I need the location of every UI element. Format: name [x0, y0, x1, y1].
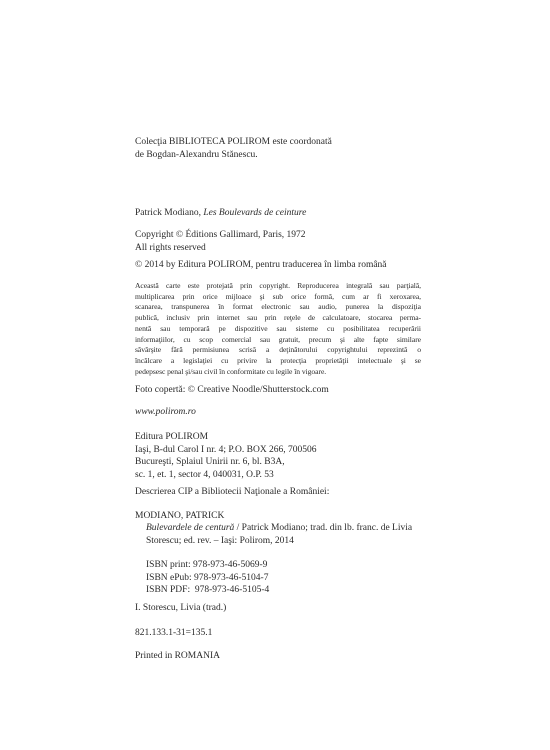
isbn-print: ISBN print: 978-973-46-5069-9: [146, 560, 268, 570]
original-book-title: Les Boulevards de ceinture: [203, 208, 307, 218]
rights-line: All rights reserved: [135, 242, 206, 253]
copyright-block: [135, 229, 425, 254]
isbn-epub: ISBN ePub: 978-973-46-5104-7: [146, 572, 269, 583]
legal-line: pedepsesc penal şi/sau civil în conformitate cu legile în vigoare.: [135, 366, 327, 376]
coordination-line: Colecţia BIBLIOTECA POLIROM este coordonată: [135, 137, 332, 147]
collection-coordination: [135, 136, 425, 161]
cip-classification: 821.133.1-31=135.1: [135, 628, 213, 638]
cip-heading: Descrierea CIP a Bibliotecii Naţionale a României:: [135, 487, 330, 497]
publisher-line: sc. 1, et. 1, sector 4, 040031, O.P. 53: [135, 469, 274, 480]
legal-line: publică, inclusiv prin internet sau prin reţele de calculatoare, stocarea perma-: [135, 313, 421, 323]
legal-line: săvârşite fără permisiunea scrisă a deţinătorului copyrightului reprezintă o: [135, 345, 421, 355]
cip-title: Bulevardele de centură: [146, 523, 235, 533]
isbn-list: [135, 559, 436, 597]
publisher-address: [135, 431, 425, 481]
photo-credit: Foto copertă: © Creative Noodle/Shutterstock.com: [135, 385, 329, 395]
translation-copyright: © 2014 by Editura POLIROM, pentru traducerea în limba română: [135, 260, 387, 270]
legal-line: Această carte este protejată prin copyright. Reproducerea integrală sau parţială,: [135, 281, 421, 290]
isbn-pdf: ISBN PDF: 978-973-46-5105-4: [146, 585, 270, 595]
legal-notice: [135, 281, 421, 377]
cip-translator: I. Storescu, Livia (trad.): [135, 603, 227, 613]
publisher-line: Bucureşti, Splaiul Unirii nr. 6, bl. B3A,: [135, 457, 285, 467]
legal-line: încălcare a legislaţiei cu privire la protecţia proprietăţii intelectuale şi se: [135, 355, 421, 365]
cip-details: / Patrick Modiano; trad. din lb. franc. de Livia Storescu; ed. rev. – Iaşi: Polirom, 2014: [146, 523, 413, 546]
printed-in: Printed in ROMANIA: [135, 651, 220, 661]
legal-line: nentă sau temporară pe dispozitive sau sisteme cu posibilitatea recuperării: [135, 323, 421, 333]
publisher-website: www.polirom.ro: [135, 407, 196, 417]
original-title: [135, 207, 425, 220]
publisher-line: Iaşi, B-dul Carol I nr. 4; P.O. BOX 266, 700506: [135, 444, 317, 455]
original-author: Patrick Modiano,: [135, 208, 204, 218]
copyright-line: Copyright © Éditions Gallimard, Paris, 1972: [135, 230, 306, 240]
coordination-line: de Bogdan-Alexandru Stănescu.: [135, 149, 258, 160]
cip-title-details: [135, 522, 425, 547]
legal-line: scanarea, transpunerea în format electronic sau audio, punerea la dispoziţia: [135, 302, 421, 312]
cip-author: MODIANO, PATRICK: [135, 511, 225, 521]
legal-line: informaţiilor, cu scop comercial sau gratuit, precum şi alte fapte similare: [135, 334, 421, 344]
publisher-line: Editura POLIROM: [135, 432, 209, 442]
legal-line: multiplicarea prin orice mijloace şi sub orice formă, cum ar fi xeroxarea,: [135, 291, 421, 301]
